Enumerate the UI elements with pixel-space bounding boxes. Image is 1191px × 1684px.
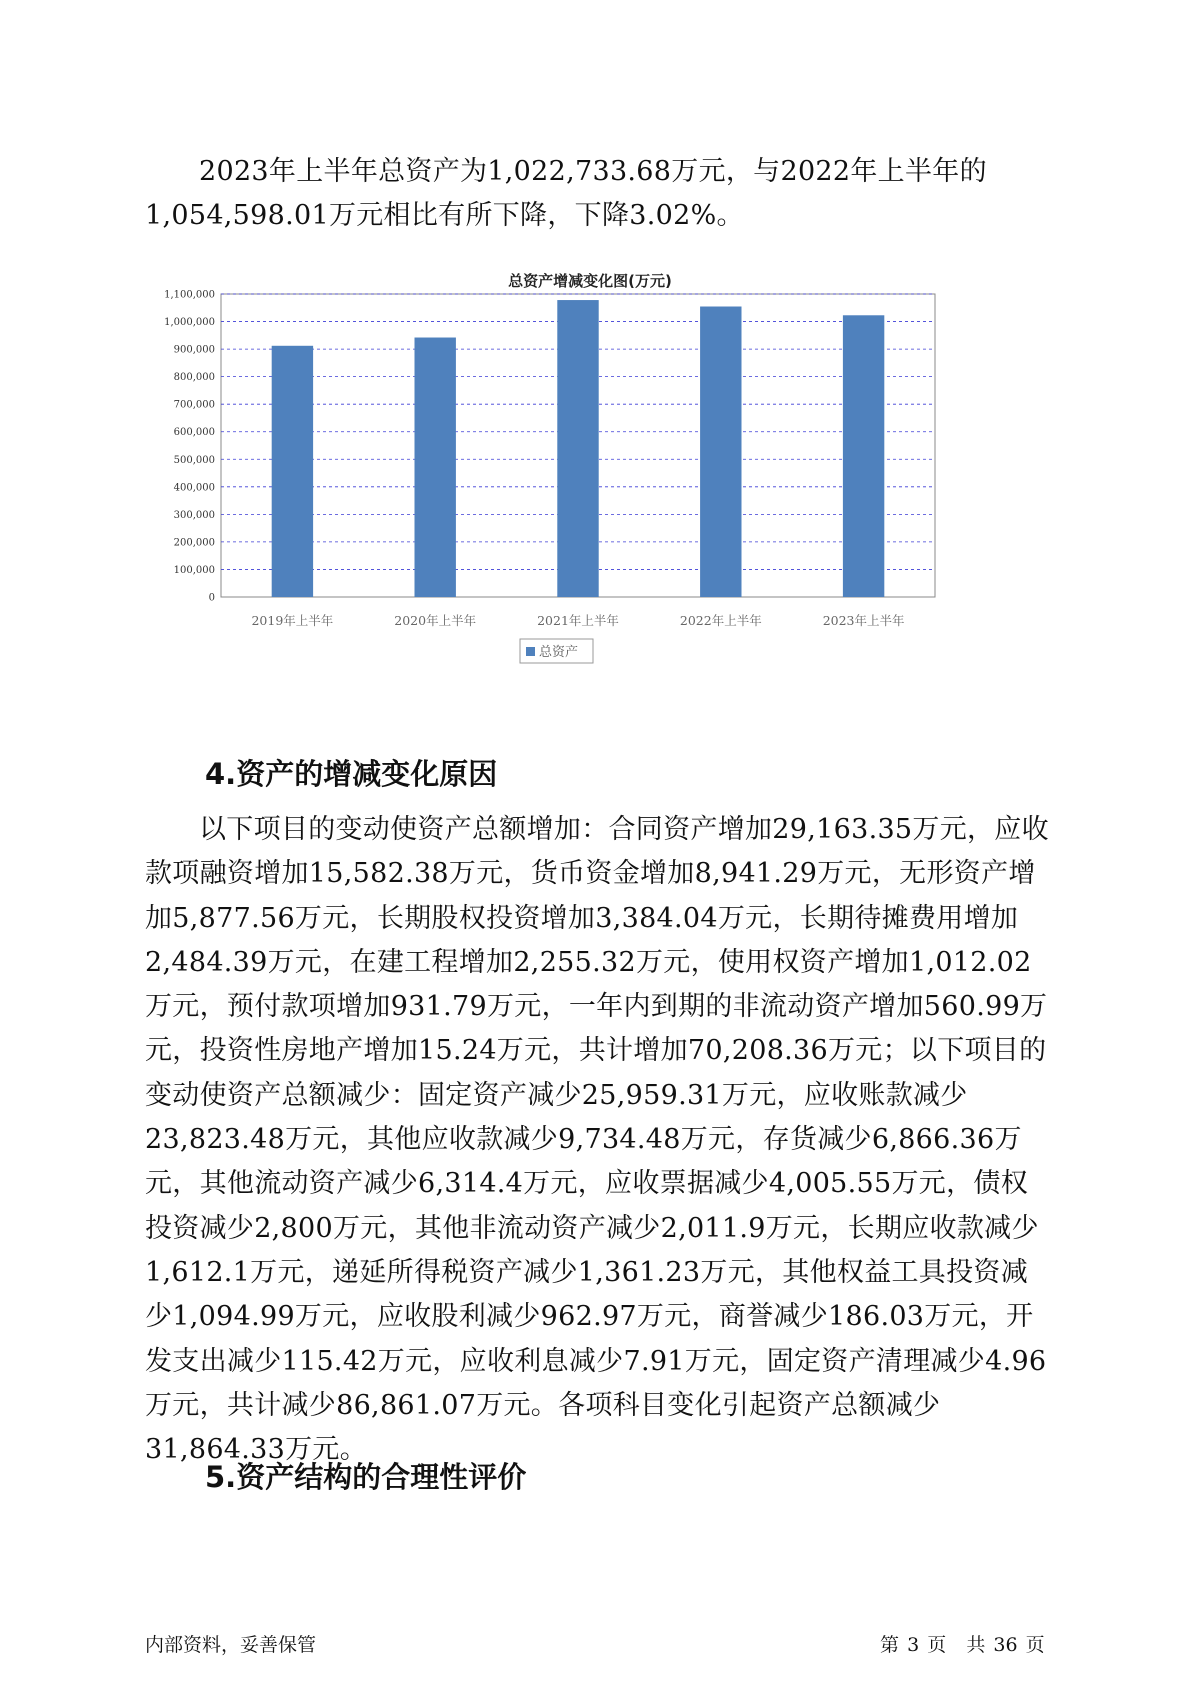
footer-page-number: 第 3 页 共 36 页 xyxy=(880,1634,1045,1656)
reasons-paragraph xyxy=(145,808,1050,1472)
y-tick-label: 0 xyxy=(208,592,215,604)
y-tick-label: 300,000 xyxy=(173,509,215,521)
legend-swatch xyxy=(526,647,535,656)
x-tick-label: 2021年上半年 xyxy=(537,613,619,628)
x-tick-label: 2022年上半年 xyxy=(679,613,762,628)
y-tick-label: 200,000 xyxy=(173,537,215,549)
bar xyxy=(700,307,741,597)
y-tick-label: 900,000 xyxy=(173,344,215,356)
y-tick-label: 1,100,000 xyxy=(164,289,215,301)
y-tick-label: 100,000 xyxy=(173,564,215,576)
legend-label: 总资产 xyxy=(539,645,579,660)
chart-title: 总资产增减变化图(万元) xyxy=(508,272,672,290)
footer-confidential: 内部资料，妥善保管 xyxy=(145,1634,317,1656)
y-tick-label: 800,000 xyxy=(173,372,215,384)
total-pages: 36 xyxy=(993,1634,1018,1656)
current-page: 3 xyxy=(907,1634,920,1656)
y-tick-label: 400,000 xyxy=(173,482,215,494)
x-tick-label: 2020年上半年 xyxy=(394,613,477,628)
bar xyxy=(557,300,598,597)
reasons-text: 以下项目的变动使资产总额增加：合同资产增加29,163.35万元，应收款项融资增加15,582.38万元，货币资金增加8,941.29万元，无形资产增加5,877.56万元，长期股权投资增加3,384.04万元，长期待摊费用增加2,484.39万元，在建工程增加2,255.32万元，使用权资产增加1,012.02万元，预付款项增加931.79万元，一年内到期的非流动资产增加560.99万元，投资性房地产增加15.24万元，共计增加70,208.36万元；以下项目的变动使资产总额减少：固定资产减少25,959.31万元，应收账款减少23,823.48万元，其他应收款减少9,734.48万元，存货减少6,866.36万元，其他流动资产减少6,314.4万元，应收票据减少4,005.55万元，债权投资减少2,800万元，其他非流动资产减少2,011.9万元，长期应收款减少1,612.1万元，递延所得税资产减少1,361.23万元，其他权益工具投资减少1,094.99万元，应收股利减少962.97万元，商誉减少186.03万元，开发支出减少115.42万元，应收利息减少7.91万元，固定资产清理减少4.96万元，共计减少86,861.07万元。各项科目变化引起资产总额减少31,864.33万元。 xyxy=(145,814,1049,1466)
y-tick-label: 1,000,000 xyxy=(164,317,215,329)
summary-paragraph xyxy=(145,150,1050,239)
y-tick-label: 700,000 xyxy=(173,399,215,411)
x-tick-label: 2023年上半年 xyxy=(822,613,905,628)
x-tick-label: 2019年上半年 xyxy=(251,613,334,628)
bar-chart-svg xyxy=(160,262,1020,722)
section-heading-4: 4.资产的增减变化原因 xyxy=(205,757,498,791)
bar xyxy=(272,346,313,597)
summary-text: 2023年上半年总资产为1,022,733.68万元，与2022年上半年的1,054,598.01万元相比有所下降，下降3.02%。 xyxy=(145,156,987,232)
bar xyxy=(414,338,455,597)
y-tick-label: 500,000 xyxy=(173,454,215,466)
section-heading-5: 5.资产结构的合理性评价 xyxy=(205,1460,527,1494)
y-tick-label: 600,000 xyxy=(173,427,215,439)
total-assets-chart xyxy=(160,262,1020,722)
bar xyxy=(843,315,884,597)
